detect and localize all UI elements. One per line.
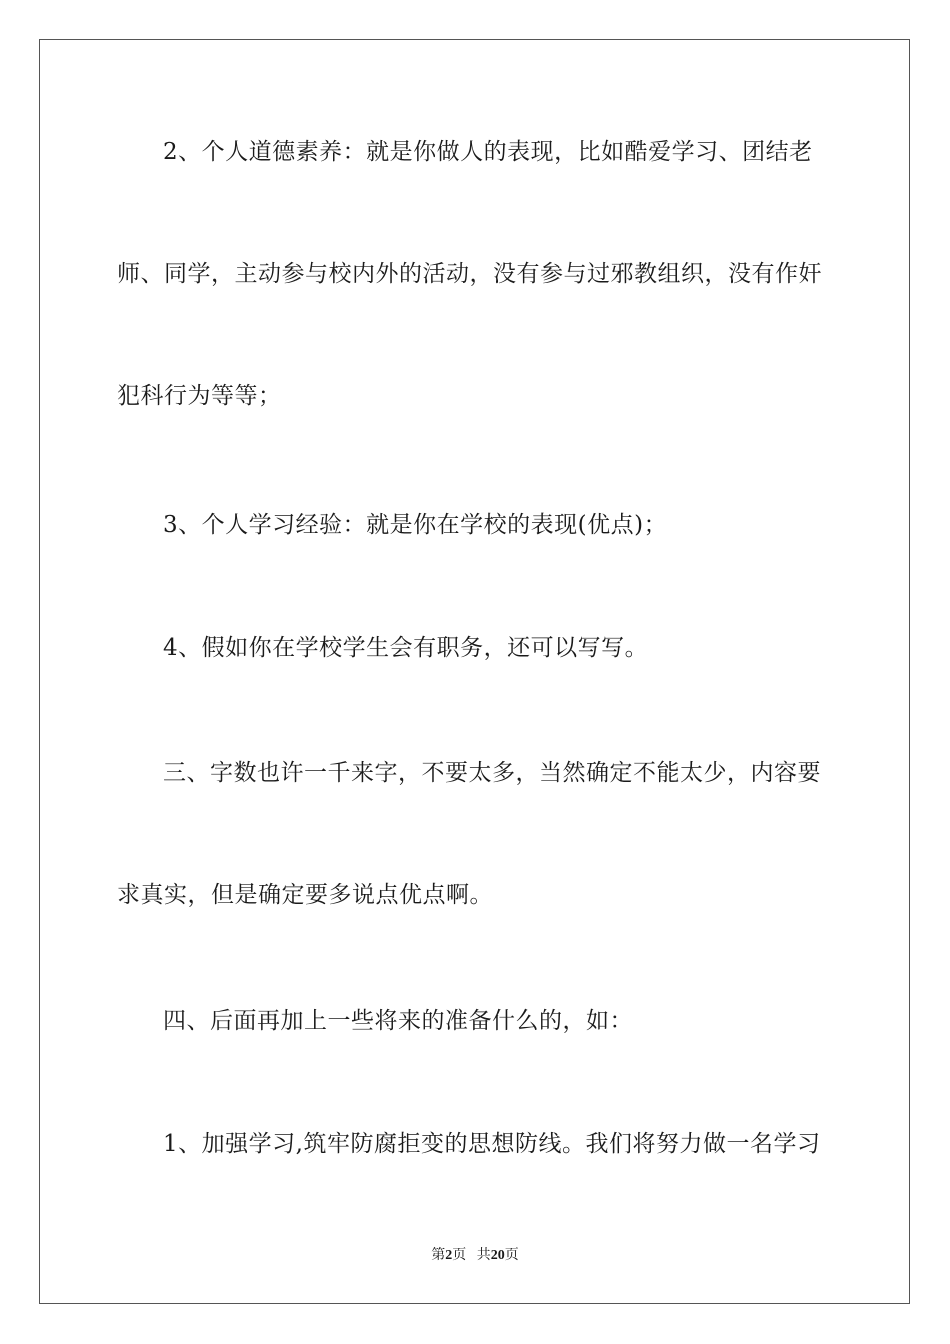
paragraph-line: 三、字数也许一千来字，不要太多，当然确定不能太少，内容要 bbox=[163, 760, 821, 786]
current-page-number: 2 bbox=[445, 1248, 453, 1263]
footer-total-suffix: 页 bbox=[504, 1248, 519, 1263]
page-footer bbox=[0, 1246, 950, 1266]
page-border bbox=[39, 39, 910, 1304]
paragraph-line: 四、后面再加上一些将来的准备什么的，如： bbox=[163, 1008, 633, 1034]
paragraph-line: 师、同学，主动参与校内外的活动，没有参与过邪教组织，没有作奸 bbox=[117, 261, 822, 287]
footer-prefix: 第 bbox=[431, 1248, 446, 1263]
paragraph-line: 求真实，但是确定要多说点优点啊。 bbox=[117, 882, 493, 908]
paragraph-line: 3、个人学习经验：就是你在学校的表现(优点)； bbox=[163, 512, 668, 538]
paragraph-line: 1、加强学习,筑牢防腐拒变的思想防线。我们将努力做一名学习 bbox=[163, 1131, 821, 1157]
footer-total-prefix: 共 bbox=[476, 1248, 491, 1263]
footer-page-label: 页 bbox=[452, 1248, 467, 1263]
paragraph-line: 4、假如你在学校学生会有职务，还可以写写。 bbox=[163, 635, 649, 661]
paragraph-line: 犯科行为等等； bbox=[117, 383, 282, 409]
paragraph-line: 2、个人道德素养：就是你做人的表现，比如酷爱学习、团结老 bbox=[163, 139, 813, 165]
total-pages-number: 20 bbox=[490, 1248, 505, 1263]
